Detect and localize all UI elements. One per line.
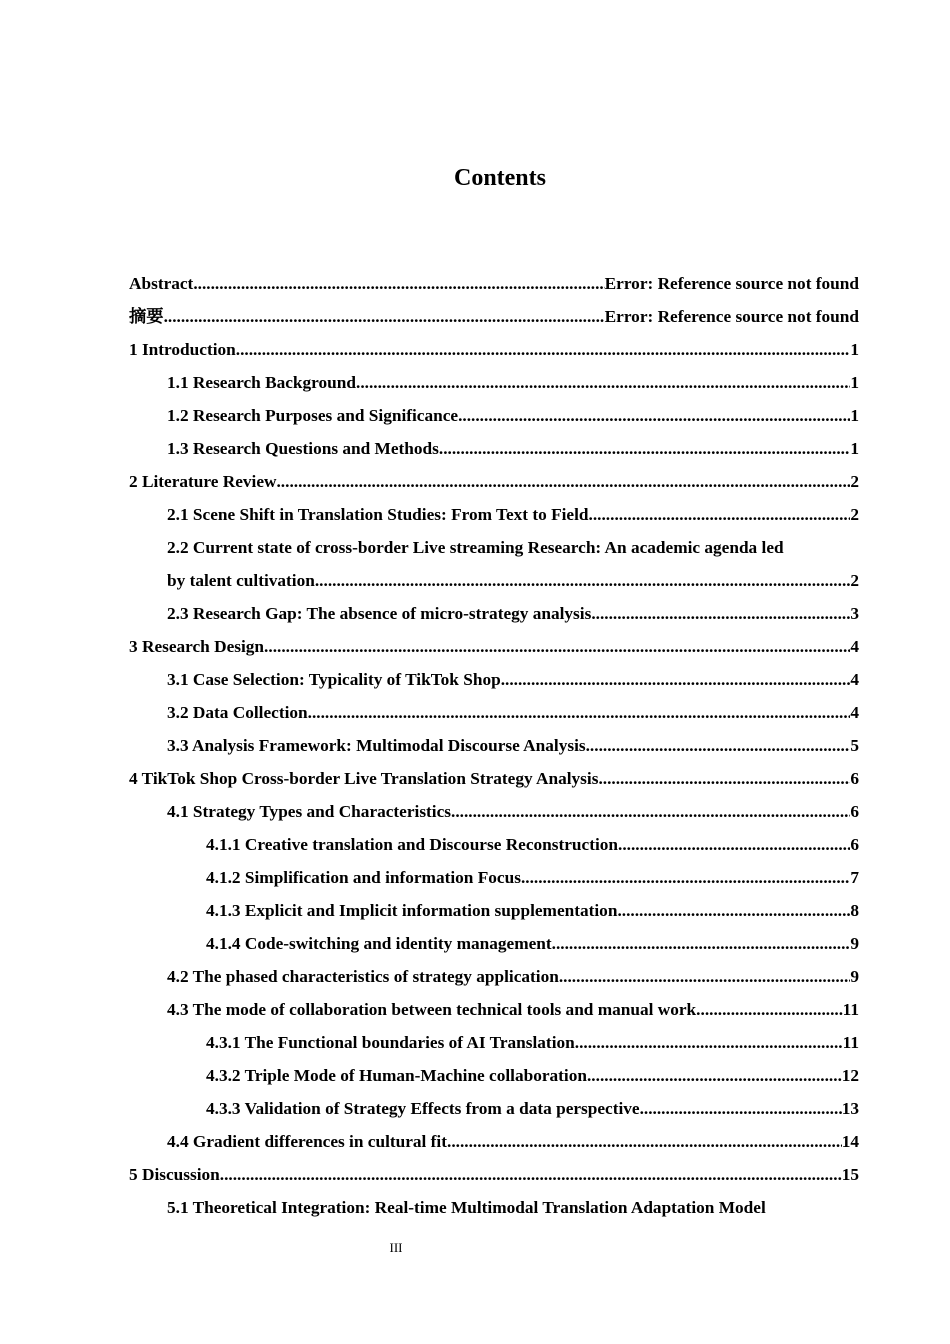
toc-entry-page: 1 [850, 373, 859, 392]
toc-entry-page: 4 [850, 703, 859, 722]
dot-leader [276, 465, 850, 498]
toc-entry[interactable] [129, 531, 859, 597]
toc-entry-label: 1.3 Research Questions and Methods [167, 439, 439, 458]
toc-entry[interactable] [129, 1092, 859, 1125]
toc-entry[interactable] [129, 498, 859, 531]
dot-leader [264, 630, 850, 663]
toc-entry[interactable] [129, 762, 859, 795]
toc-entry-label: 4.1.3 Explicit and Implicit information supplementation [206, 901, 618, 920]
dot-leader [559, 960, 851, 993]
toc-entry-page: 5 [850, 736, 859, 755]
toc-entry-page: 8 [850, 901, 859, 920]
toc-entry[interactable] [129, 1026, 859, 1059]
dot-leader [617, 894, 850, 927]
toc-entry[interactable] [129, 993, 859, 1026]
toc-entry-label: 1.1 Research Background [167, 373, 356, 392]
dot-leader [315, 564, 851, 597]
dot-leader [586, 729, 851, 762]
toc-entry-label: 1 Introduction [129, 340, 236, 359]
dot-leader [236, 333, 851, 366]
toc-entry-page: 13 [841, 1099, 859, 1118]
page-number: III [389, 1240, 403, 1255]
toc-entry[interactable] [129, 861, 859, 894]
toc-entry-page: 11 [842, 1033, 859, 1052]
toc-entry[interactable] [129, 1059, 859, 1092]
toc-entry-page: 3 [850, 604, 859, 623]
toc-entry-page: 6 [850, 769, 859, 788]
toc-entry-label: 3.1 Case Selection: Typicality of TikTok Shop [167, 670, 501, 689]
dot-leader [164, 300, 605, 333]
toc-entry[interactable] [129, 399, 859, 432]
toc-entry-page: Error: Reference source not found [604, 307, 859, 326]
dot-leader [220, 1158, 842, 1191]
toc-entry[interactable] [129, 1125, 859, 1158]
toc-entry-page: 2 [850, 505, 859, 524]
toc-entry-page: 7 [850, 868, 859, 887]
dot-leader [696, 993, 843, 1026]
toc-entry[interactable] [129, 729, 859, 762]
dot-leader [591, 597, 850, 630]
toc-entry-label: 4.1.1 Creative translation and Discourse Reconstruction [206, 835, 618, 854]
toc-entry-page: 6 [850, 802, 859, 821]
toc-entry-label: 3.3 Analysis Framework: Multimodal Discourse Analysis [167, 736, 586, 755]
toc-entry-label: 2.1 Scene Shift in Translation Studies: From Text to Field [167, 505, 589, 524]
toc-entry-label: 2 Literature Review [129, 472, 277, 491]
toc-entry[interactable] [129, 300, 859, 333]
toc-entry-page: 1 [850, 406, 859, 425]
toc-entry-label: 5 Discussion [129, 1165, 220, 1184]
toc-entry-label: 4 TikTok Shop Cross-border Live Translation Strategy Analysis [129, 769, 599, 788]
toc-entry-page: 11 [842, 1000, 859, 1019]
toc-entry-label: 摘要 [129, 307, 164, 326]
toc-entry[interactable] [129, 927, 859, 960]
toc-entry[interactable] [129, 663, 859, 696]
toc-entry[interactable] [129, 960, 859, 993]
toc-entry[interactable] [129, 432, 859, 465]
toc-entry[interactable] [129, 795, 859, 828]
toc-entry-page: 4 [850, 637, 859, 656]
toc-entry[interactable] [129, 366, 859, 399]
toc-entry[interactable] [129, 1191, 859, 1224]
toc-entry-label: Abstract [129, 274, 194, 293]
dot-leader [356, 366, 850, 399]
toc-entry-label: 4.2 The phased characteristics of strategy application [167, 967, 559, 986]
toc-entry-page: 1 [850, 340, 859, 359]
toc-entry-page: 1 [850, 439, 859, 458]
toc-entry-label: 3.2 Data Collection [167, 703, 308, 722]
toc-entry-label: 4.3.1 The Functional boundaries of AI Translation [206, 1033, 575, 1052]
dot-leader [589, 498, 851, 531]
dot-leader [521, 861, 850, 894]
toc-entry[interactable] [129, 597, 859, 630]
toc-entry[interactable] [129, 267, 859, 300]
toc-entry-page: 12 [841, 1066, 859, 1085]
dot-leader [451, 795, 850, 828]
toc-entry[interactable] [129, 630, 859, 663]
toc-entry[interactable] [129, 828, 859, 861]
toc-entry-label: 4.3.2 Triple Mode of Human-Machine collaboration [206, 1066, 587, 1085]
toc-entry-page: 9 [850, 934, 859, 953]
toc-entry-label: 4.3 The mode of collaboration between technical tools and manual work [167, 1000, 697, 1019]
dot-leader [640, 1092, 842, 1125]
toc-entry[interactable] [129, 696, 859, 729]
dot-leader [618, 828, 850, 861]
toc-entry-label: 1.2 Research Purposes and Significance [167, 406, 459, 425]
toc-entry-page: 15 [841, 1165, 859, 1184]
toc-entry-page: 14 [841, 1132, 859, 1151]
toc-entry[interactable] [129, 1158, 859, 1191]
dot-leader [598, 762, 850, 795]
dot-leader [439, 432, 850, 465]
toc-entry-label: 3 Research Design [129, 637, 265, 656]
toc-entry-label: 4.1.2 Simplification and information Focus [206, 868, 521, 887]
toc-entry-label-line1: 2.2 Current state of cross-border Live streaming Research: An academic agenda led [167, 538, 784, 557]
toc-entry-label: 4.1.4 Code-switching and identity management [206, 934, 552, 953]
toc-entry-page: Error: Reference source not found [604, 274, 859, 293]
dot-leader [501, 663, 851, 696]
toc-entry-page: 2 [850, 571, 859, 590]
dot-leader [308, 696, 851, 729]
toc-entry-label: by talent cultivation [167, 571, 315, 590]
dot-leader [458, 399, 850, 432]
toc-entry-label: 4.3.3 Validation of Strategy Effects from a data perspective [206, 1099, 640, 1118]
toc-entry-label: 5.1 Theoretical Integration: Real-time Multimodal Translation Adaptation Model [167, 1198, 766, 1217]
toc-entry-label: 2.3 Research Gap: The absence of micro-strategy analysis [167, 604, 592, 623]
toc-entry-page: 6 [850, 835, 859, 854]
table-of-contents [129, 267, 859, 1224]
toc-entry[interactable] [129, 333, 859, 366]
dot-leader [552, 927, 851, 960]
dot-leader [575, 1026, 843, 1059]
toc-entry[interactable] [129, 465, 859, 498]
toc-entry[interactable] [129, 894, 859, 927]
toc-entry-label: 4.1 Strategy Types and Characteristics [167, 802, 451, 821]
page-title: Contents [453, 165, 546, 191]
dot-leader [447, 1125, 842, 1158]
dot-leader [193, 267, 604, 300]
dot-leader [587, 1059, 842, 1092]
toc-entry-page: 4 [850, 670, 859, 689]
toc-entry-label: 4.4 Gradient differences in cultural fit [167, 1132, 447, 1151]
toc-entry-page: 9 [850, 967, 859, 986]
toc-entry-page: 2 [850, 472, 859, 491]
